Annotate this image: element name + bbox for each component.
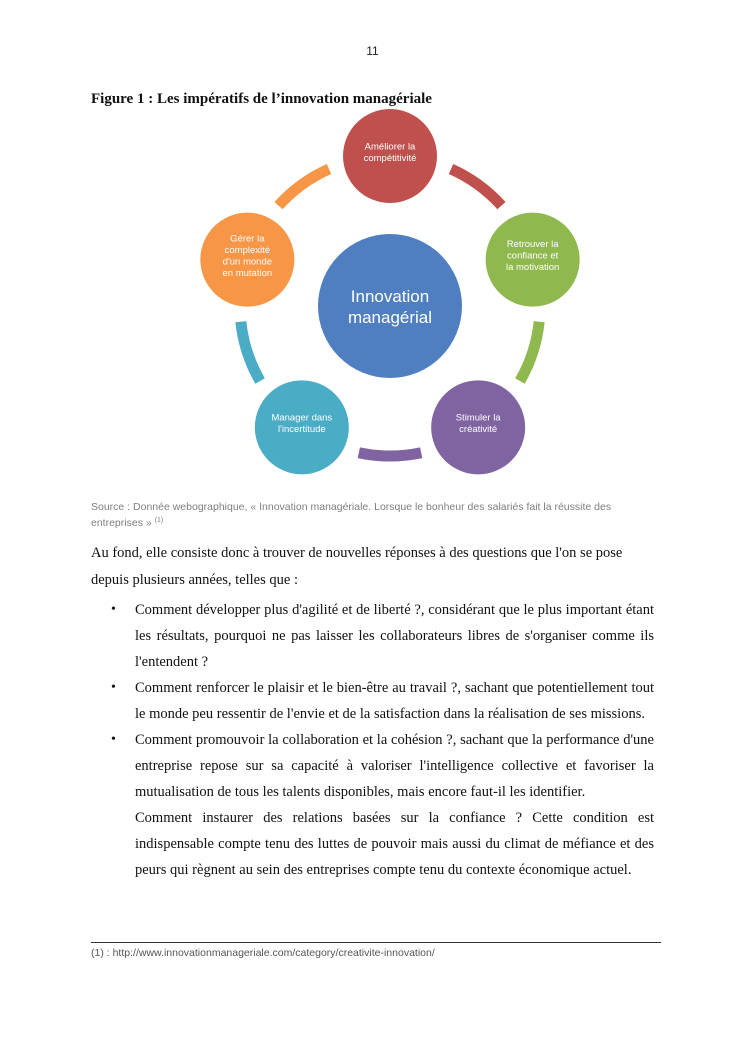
question-list <box>91 597 654 883</box>
source-ref: (1) <box>154 517 164 524</box>
source-text: Source : Donnée webographique, « Innovation managériale. Lorsque le bonheur des salariés fait la réussite des entreprises » <box>91 501 612 529</box>
node-competitivite <box>343 109 437 203</box>
connector-arc <box>359 453 421 456</box>
center-label: Innovation managérial <box>347 287 433 327</box>
center-circle <box>318 234 462 378</box>
footnote-marker: (1) <box>91 947 104 959</box>
node-label: Manager dans l'incertitude <box>271 412 333 436</box>
list-item: • Comment développer plus d'agilité et de liberté ?, considérant que le plus important étant les résultats, pourquoi ne pas laisser les collaborateurs libres de s'organiser comme ils l'entendent ? <box>91 597 654 675</box>
connector-arc <box>279 169 329 206</box>
node-confiance <box>486 213 580 307</box>
intro-paragraph: Au fond, elle consiste donc à trouver de nouvelles réponses à des questions que l'on se pose depuis plusieurs années, telles que : <box>91 545 623 588</box>
figure-title: Figure 1 : Les impératifs de l’innovation managériale <box>91 91 432 107</box>
page-number: 11 <box>366 44 379 58</box>
footnote-url: : http://www.innovationmanageriale.com/category/creativite-innovation/ <box>103 947 435 959</box>
node-complexite <box>200 213 294 307</box>
list-item: • Comment renforcer le plaisir et le bien-être au travail ?, sachant que potentiellement tout le monde peu ressentir de l'envie et de la satisfaction dans la réalisation de ses missions. <box>91 675 654 727</box>
list-item: • Comment promouvoir la collaboration et la cohésion ?, sachant que la performance d'une entreprise repose sur sa capacité à valoriser l'intelligence collective et favoriser la mutualisation de tous les talents disponibles, mais encore faut-il les identifier. <box>91 727 654 805</box>
connector-arc <box>520 322 539 381</box>
footnote-divider <box>91 942 661 943</box>
figure-source <box>91 500 651 530</box>
connector-arc <box>451 169 501 206</box>
center-node <box>318 234 462 378</box>
footnote <box>91 947 661 959</box>
innovation-cycle-diagram <box>0 0 745 500</box>
node-incertitude <box>255 380 349 474</box>
node-label: Gérer la complexité d'un monde en mutation <box>222 233 273 279</box>
node-label: Améliorer la compétitivité <box>363 141 417 164</box>
node-creativite <box>431 380 525 474</box>
connector-arc <box>241 322 260 381</box>
node-label: Retrouver la confiance et la motivation <box>505 239 560 274</box>
node-label: Stimuler la créativité <box>455 412 501 436</box>
list-item: Comment instaurer des relations basées sur la confiance ? Cette condition est indispensable compte tenu des luttes de pouvoir mais aussi du climat de méfiance et des peurs qui règnent au sein des entreprises compte tenu du contexte économique actuel. <box>135 810 654 878</box>
